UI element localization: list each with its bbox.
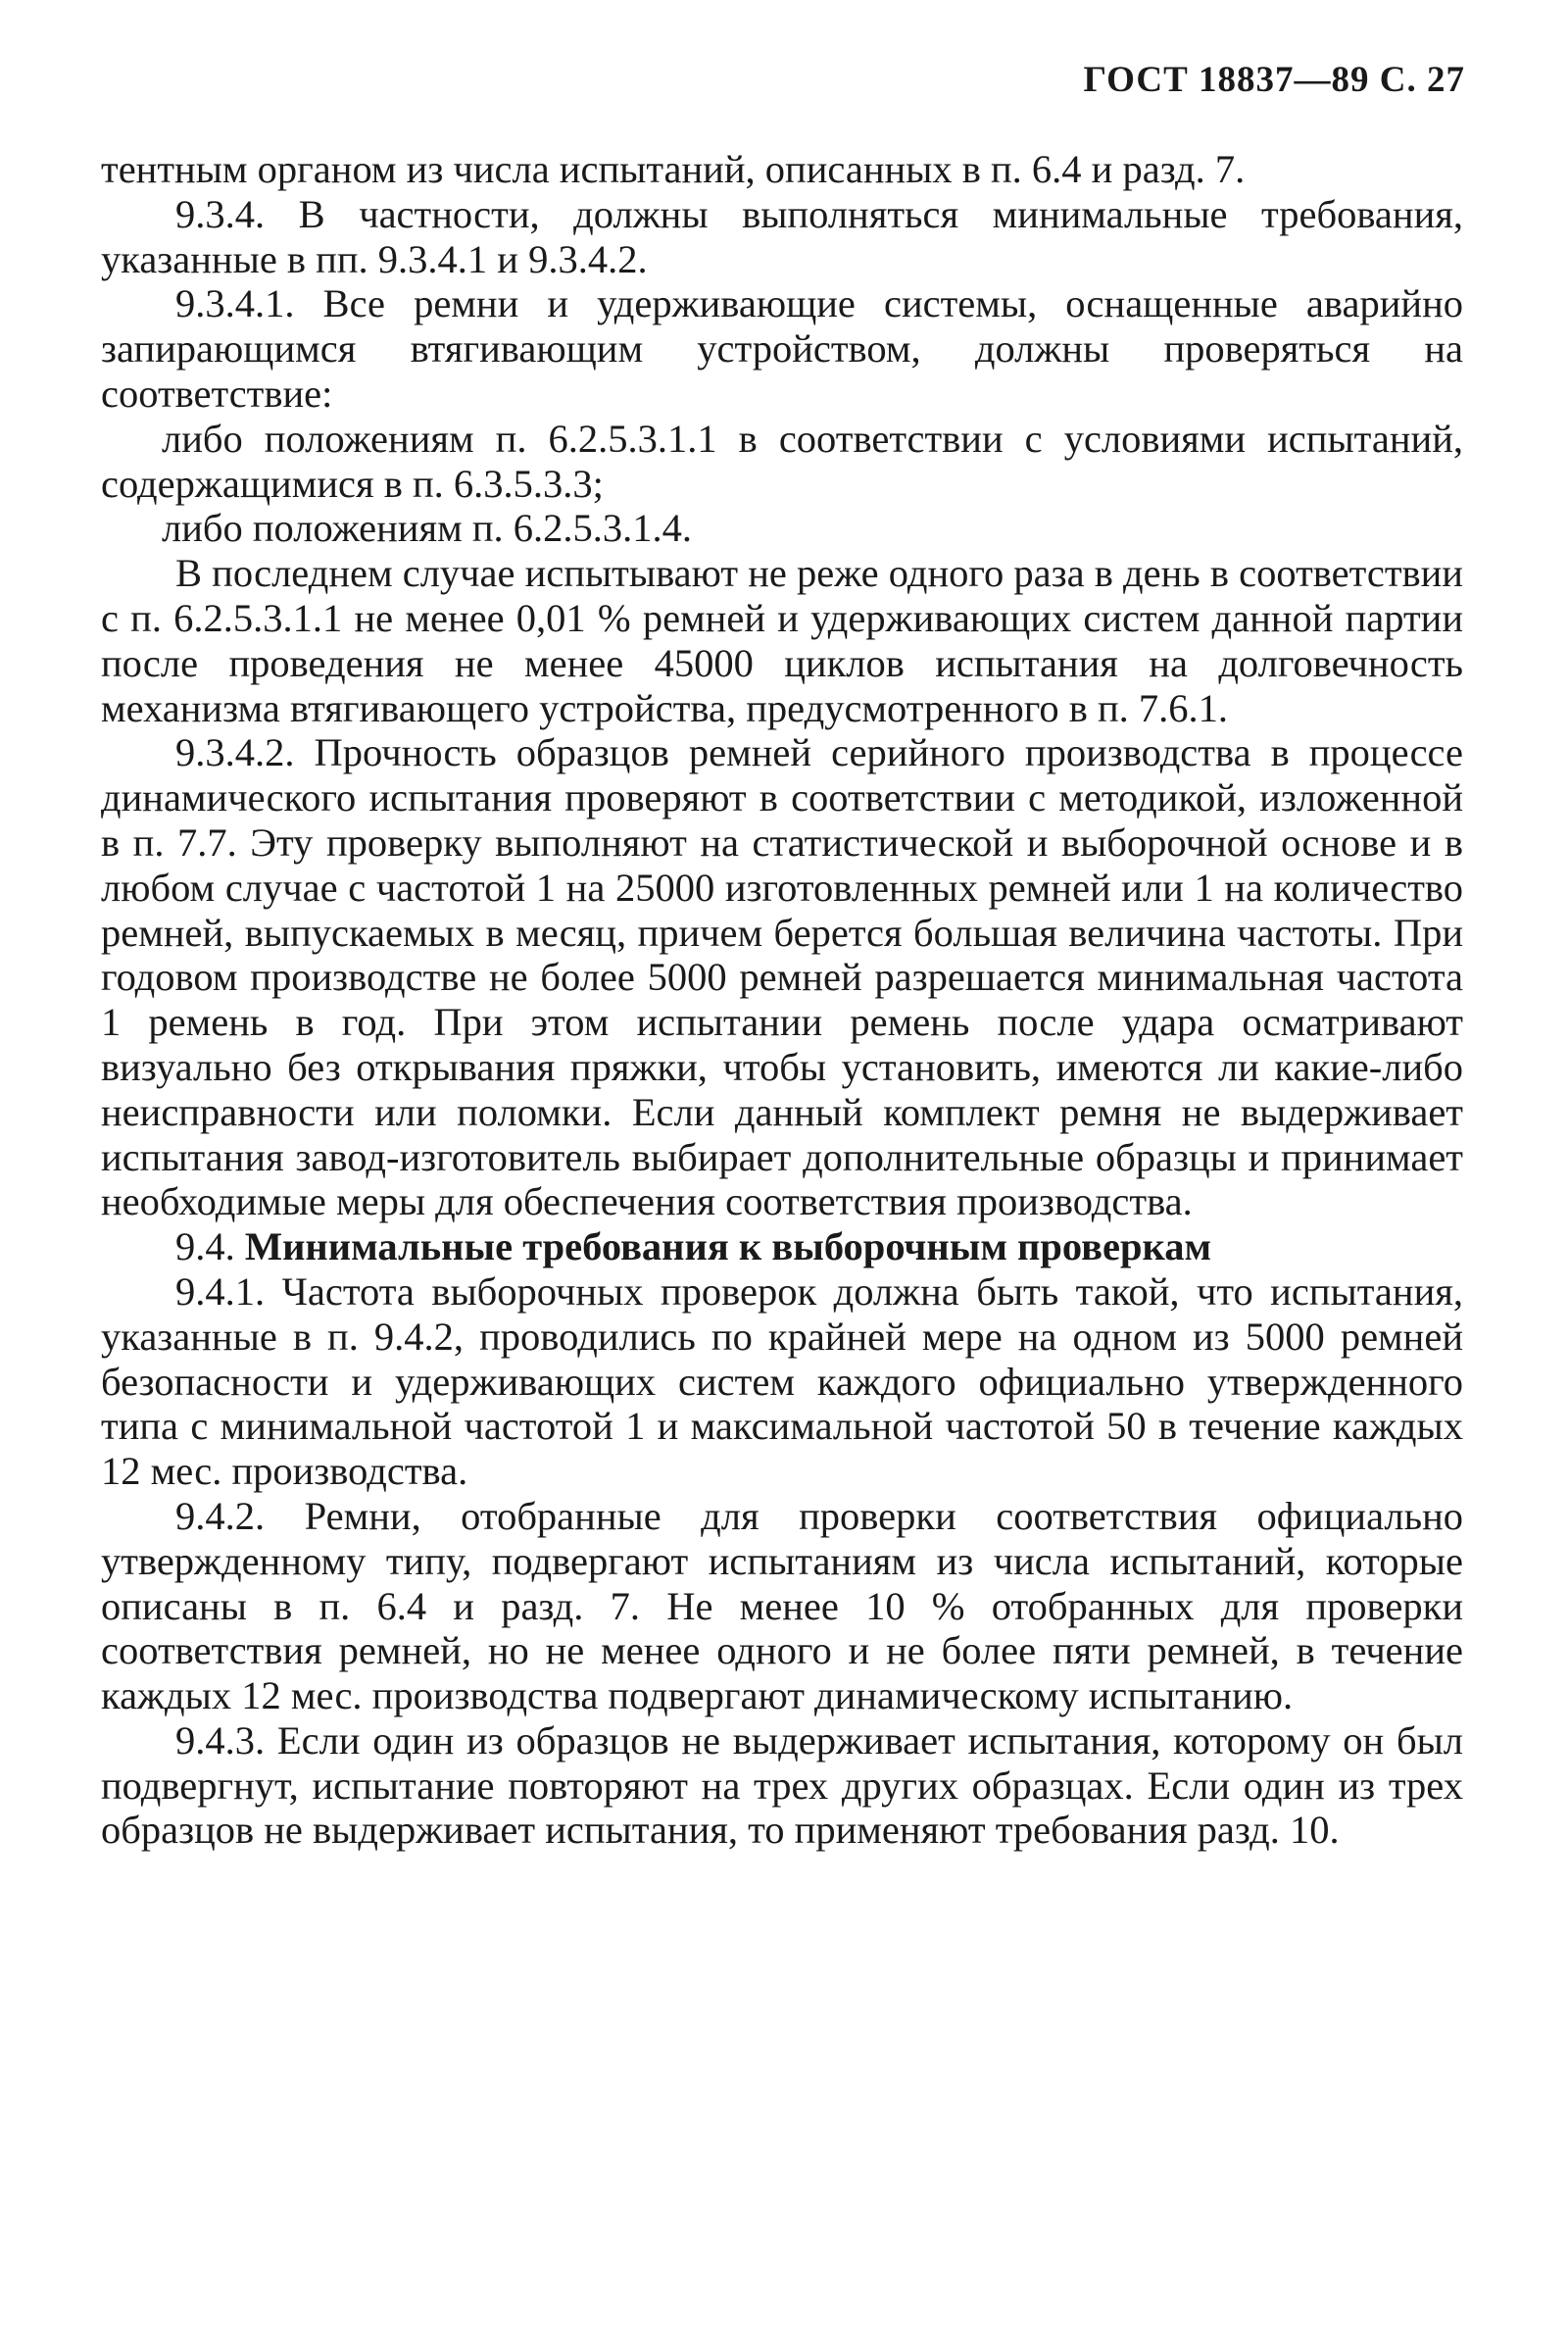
running-head: ГОСТ 18837—89 С. 27 — [1083, 60, 1465, 100]
paragraph-continuation: тентным органом из числа испытаний, описанных в п. 6.4 и разд. 7. — [101, 147, 1246, 191]
paragraph-9-4-3: 9.4.3. Если один из образцов не выдерживает испытания, которому он был подвергнут, испытание повторяют на трех других образцах. Если один из трех образцов не выдерживает испытания, то применяют требования разд. 10. — [101, 1717, 1463, 1853]
paragraph-9-4-2: 9.4.2. Ремни, отобранные для проверки соответствия официально утвержденному типу, подвергают испытаниям из числа испытаний, которые описаны в п. 6.4 и разд. 7. Не менее 10 % отобранных для проверки соответствия ремней, но не менее одного и не более пяти ремней, в течение каждых 12 мес. производства подвергают динамическому испытанию. — [101, 1493, 1463, 1718]
paragraph-9-4-1: 9.4.1. Частота выборочных проверок должна быть такой, что испытания, указанные в п. 9.4.2, проводились по крайней мере на одном из 5000 ремней безопасности и удерживающих систем каждого официально утвержденного типа с минимальной частотой 1 и максимальной частотой 50 в течение каждых 12 мес. производства. — [101, 1268, 1463, 1494]
section-heading-title: Минимальные требования к выборочным проверкам — [244, 1224, 1212, 1269]
section-heading-number: 9.4. — [175, 1224, 235, 1269]
paragraph-9-3-4-2: 9.3.4.2. Прочность образцов ремней серийного производства в процессе динамического испытания проверяют в соответствии с методикой, изложенной в п. 7.7. Эту проверку выполняют на статистической и выборочной основе и в любом случае с частотой 1 на 25000 изготовленных ремней или 1 на количество ремней, выпускаемых в месяц, причем берется большая величина частоты. При годовом производстве не более 5000 ремней разрешается минимальная частота 1 ремень в год. При этом испытании ремень после удара осматривают визуально без открывания пряжки, чтобы установить, имеются ли какие-либо неисправности или поломки. Если данный комплект ремня не выдерживает испытания завод-изготовитель выбирает дополнительные образцы и принимает необходимые меры для обеспечения соответствия производства. — [101, 730, 1463, 1224]
body-text — [101, 147, 1463, 1853]
paragraph-9-3-4-1: 9.3.4.1. Все ремни и удерживающие системы, оснащенные аварийно запирающимся втягивающим устройством, должны проверяться на соответствие: — [101, 281, 1463, 416]
paragraph-9-3-4: 9.3.4. В частности, должны выполняться минимальные требования, указанные в пп. 9.3.4.1 и 9.3.4.2. — [101, 191, 1463, 281]
paragraph-last-case: В последнем случае испытывают не реже одного раза в день в соответствии с п. 6.2.5.3.1.1 не менее 0,01 % ремней и удерживающих систем данной партии после проведения не менее 45000 циклов испытания на долговечность механизма втягивающего устройства, предусмотренного в п. 7.6.1. — [101, 551, 1463, 730]
paragraph-either-option-1: либо положениям п. 6.2.5.3.1.1 в соответствии с условиями испытаний, содержащимися в п. 6.3.5.3.3; — [101, 416, 1463, 506]
section-heading-9-4 — [101, 1224, 1463, 1269]
paragraph-either-option-2: либо положениям п. 6.2.5.3.1.4. — [162, 506, 693, 551]
